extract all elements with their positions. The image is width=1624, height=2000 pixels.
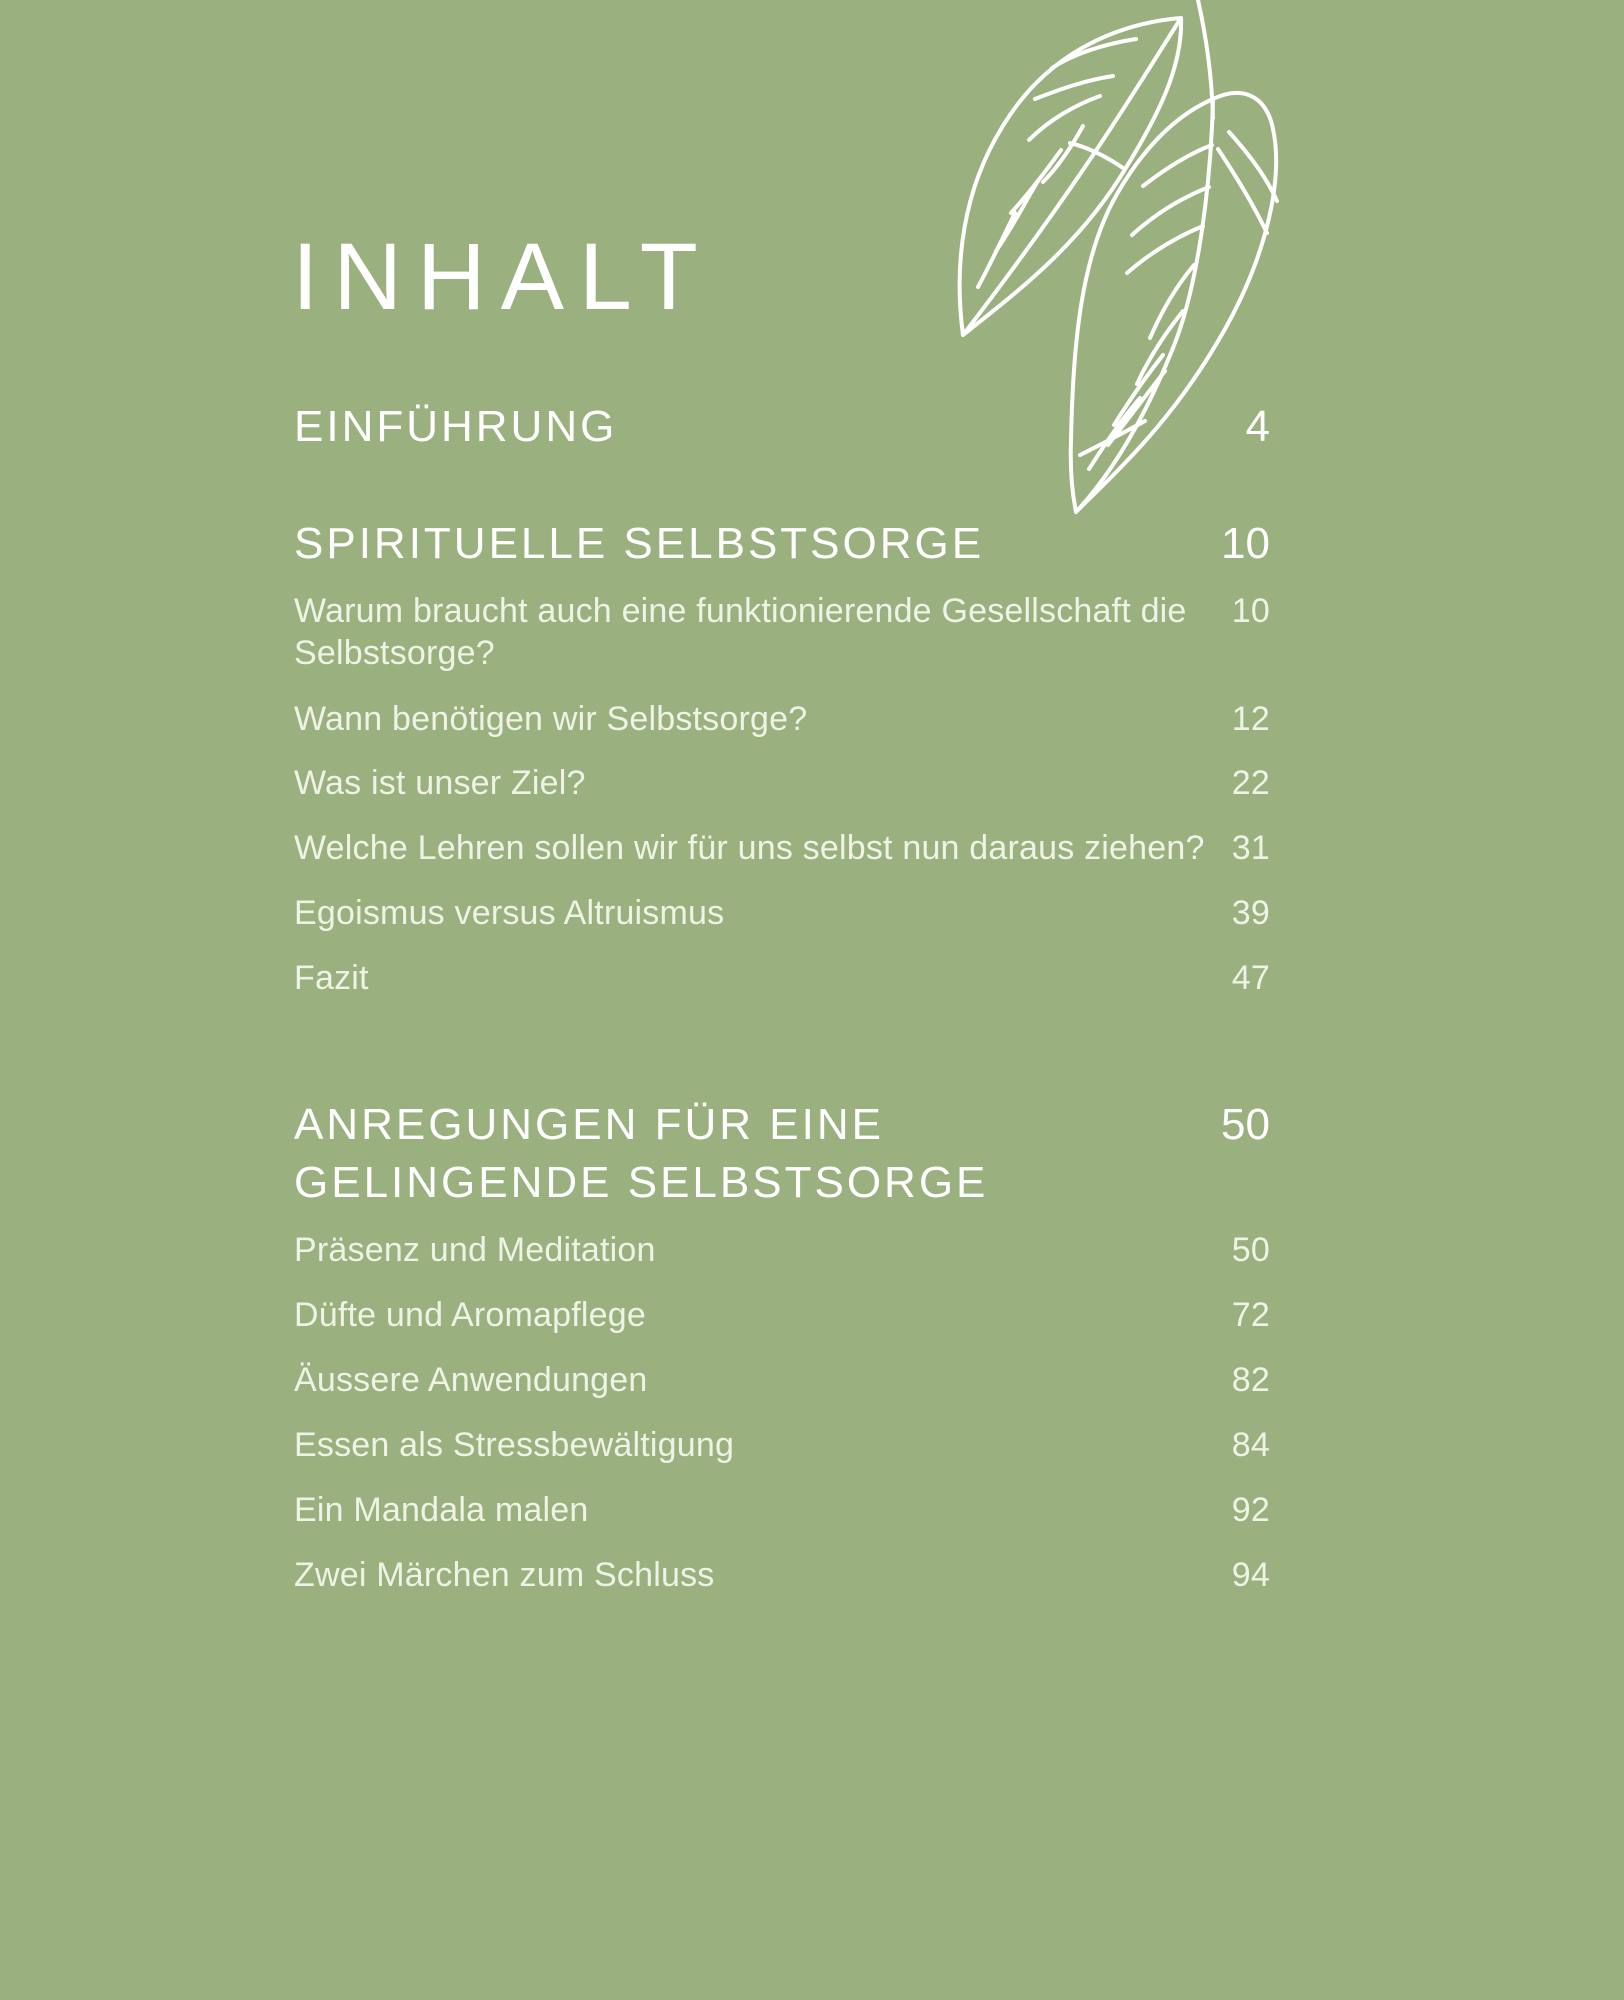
section-page-number: 10 xyxy=(1221,519,1270,568)
section-title: SPIRITUELLE SELBSTSORGE xyxy=(294,519,985,568)
entry-title: Egoismus versus Altruismus xyxy=(294,894,725,932)
entry-page-number: 47 xyxy=(1231,959,1270,997)
toc-section-row xyxy=(294,1096,1270,1212)
toc-entry xyxy=(294,762,1270,804)
entry-page-number: 50 xyxy=(1231,1231,1270,1269)
entry-page-number: 12 xyxy=(1231,700,1270,738)
toc-entry xyxy=(294,827,1270,869)
entry-title: Zwei Märchen zum Schluss xyxy=(294,1556,715,1594)
section-title: ANREGUNGEN FÜR EINE GELINGENDE SELBSTSORGE xyxy=(294,1100,989,1207)
entry-page-number: 72 xyxy=(1231,1296,1270,1334)
toc-entry xyxy=(294,1489,1270,1531)
entry-page-number: 92 xyxy=(1231,1491,1270,1529)
entry-title: Fazit xyxy=(294,959,369,997)
entry-page-number: 10 xyxy=(1231,592,1270,630)
entry-page-number: 39 xyxy=(1231,894,1270,932)
entry-title: Warum braucht auch eine funktionierende Gesellschaft die Selbstsorge? xyxy=(294,592,1187,672)
toc-entry xyxy=(294,1294,1270,1336)
entry-title: Äussere Anwendungen xyxy=(294,1361,648,1399)
entry-title: Ein Mandala malen xyxy=(294,1491,589,1529)
section-page-number: 4 xyxy=(1245,402,1270,451)
entry-page-number: 22 xyxy=(1231,764,1270,802)
entry-title: Düfte und Aromapflege xyxy=(294,1296,646,1334)
toc-section-row xyxy=(294,515,1270,573)
toc-entry xyxy=(294,1424,1270,1466)
toc-entry xyxy=(294,957,1270,999)
toc-entry xyxy=(294,698,1270,740)
toc-entry xyxy=(294,590,1270,674)
entry-page-number: 84 xyxy=(1231,1426,1270,1464)
section-title: EINFÜHRUNG xyxy=(294,402,618,451)
entry-title: Essen als Stressbewältigung xyxy=(294,1426,735,1464)
entry-page-number: 82 xyxy=(1231,1361,1270,1399)
section-page-number: 50 xyxy=(1221,1100,1270,1149)
entry-page-number: 31 xyxy=(1231,829,1270,867)
toc-entry xyxy=(294,1229,1270,1271)
entry-title: Präsenz und Meditation xyxy=(294,1231,656,1269)
toc-entry xyxy=(294,1554,1270,1596)
entry-title: Welche Lehren sollen wir für uns selbst nun daraus ziehen? xyxy=(294,829,1205,867)
toc-entry xyxy=(294,892,1270,934)
entry-title: Was ist unser Ziel? xyxy=(294,764,586,802)
page-title: INHALT xyxy=(292,224,713,330)
entry-title: Wann benötigen wir Selbstsorge? xyxy=(294,700,808,738)
entry-page-number: 94 xyxy=(1231,1556,1270,1594)
toc-entry xyxy=(294,1359,1270,1401)
toc-section-row xyxy=(294,398,1270,456)
